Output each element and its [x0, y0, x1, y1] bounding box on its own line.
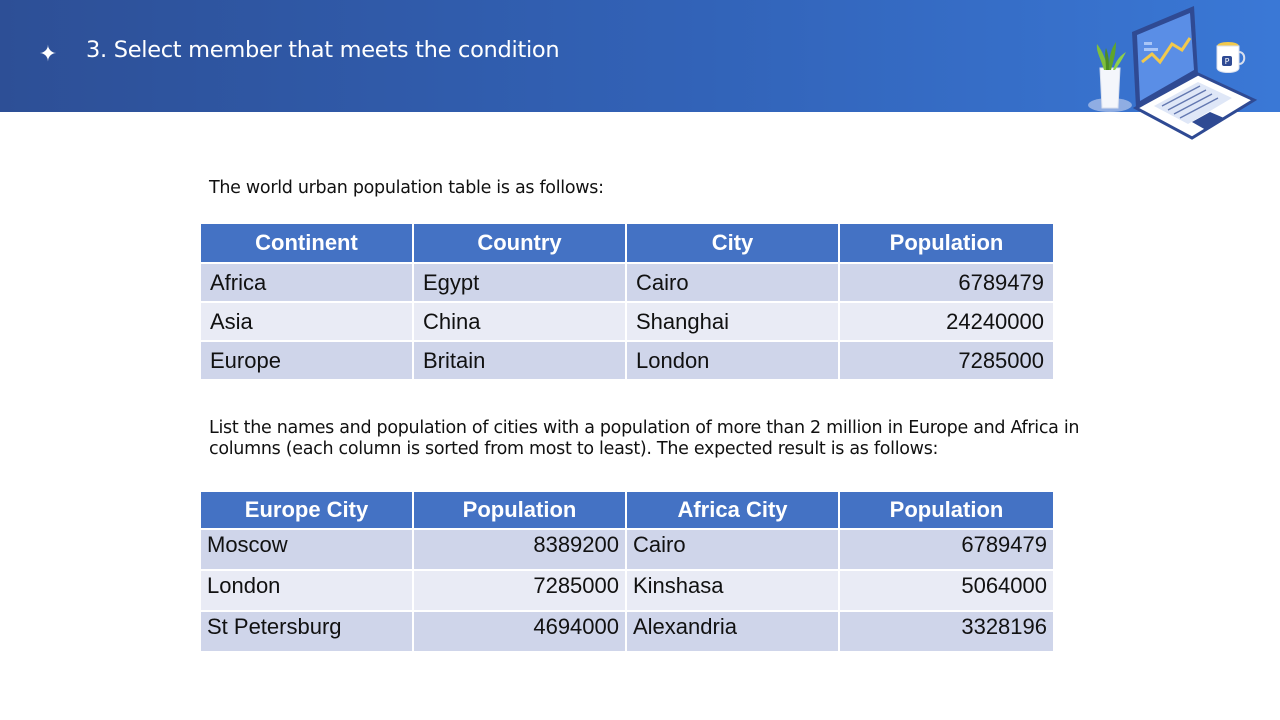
table-cell: Egypt [413, 263, 626, 302]
table-cell: Alexandria [626, 611, 839, 652]
table-cell: 24240000 [839, 302, 1054, 341]
column-header: Africa City [626, 491, 839, 529]
four-point-star-icon: ✦ [38, 42, 58, 67]
table-cell: London [626, 341, 839, 380]
column-header: Continent [200, 223, 413, 263]
table-cell: 5064000 [839, 570, 1054, 611]
table-row [200, 529, 1054, 570]
column-header: Population [839, 491, 1054, 529]
table-cell: 4694000 [413, 611, 626, 652]
table-cell: Shanghai [626, 302, 839, 341]
table-cell: Kinshasa [626, 570, 839, 611]
table-cell: St Petersburg [200, 611, 413, 652]
source-population-table [199, 222, 1055, 381]
table-cell: 6789479 [839, 263, 1054, 302]
table-cell: 3328196 [839, 611, 1054, 652]
table-row [200, 263, 1054, 302]
svg-text:P: P [1224, 57, 1230, 66]
table-cell: 7285000 [413, 570, 626, 611]
table-cell: 6789479 [839, 529, 1054, 570]
table-cell: Cairo [626, 263, 839, 302]
table-cell: 8389200 [413, 529, 626, 570]
column-header: City [626, 223, 839, 263]
table-cell: 7285000 [839, 341, 1054, 380]
table-row [200, 302, 1054, 341]
table-row [200, 611, 1054, 652]
intro-text: The world urban population table is as follows: [209, 178, 604, 198]
task-description: List the names and population of cities with a population of more than 2 million in Europe and Africa in columns (each column is sorted from most to least). The expected result is as follows: [209, 418, 1080, 459]
column-header: Population [839, 223, 1054, 263]
column-header: Europe City [200, 491, 413, 529]
table-cell: Cairo [626, 529, 839, 570]
table-cell: China [413, 302, 626, 341]
table-cell: Africa [200, 263, 413, 302]
table-row [200, 570, 1054, 611]
table-header-row [200, 491, 1054, 529]
expected-result-table [199, 490, 1055, 653]
table-cell: Europe [200, 341, 413, 380]
table-header-row [200, 223, 1054, 263]
slide-title: 3. Select member that meets the condition [86, 37, 560, 63]
laptop-with-chart-illustration [1082, 4, 1262, 144]
column-header: Country [413, 223, 626, 263]
table-cell: London [200, 570, 413, 611]
table-row [200, 341, 1054, 380]
table-cell: Moscow [200, 529, 413, 570]
table-cell: Asia [200, 302, 413, 341]
column-header: Population [413, 491, 626, 529]
table-cell: Britain [413, 341, 626, 380]
